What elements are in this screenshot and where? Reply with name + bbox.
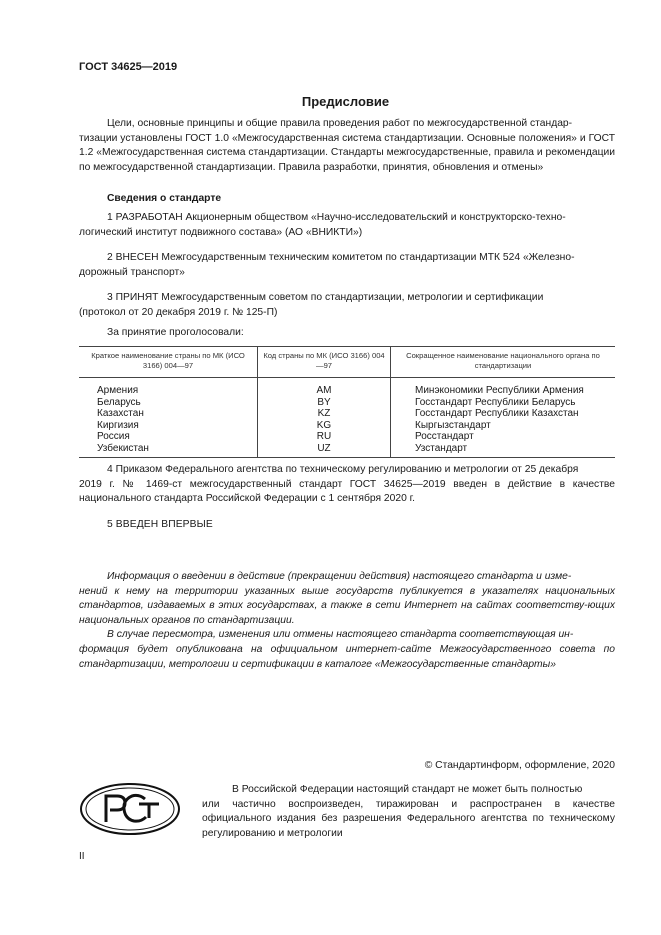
info-block: Информация о введении в действие (прекращении действия) настоящего стандарта и изме- нений к нему на территории указанных выше государств публикуется в указателях национальных стандартов, издаваемых в этих государствах, а также в сети Интернет на сайтах соответству-ющих национальных органов по стандартизации. В случае пересмотра, изменения или отмены настоящего стандарта соответствующая ин- формация будет опубликована на официальном интернет-сайте Межгосударственного совета по стандартизации, метрологии и сертификации в каталоге «Межгосударственные стандарты» bbox=[79, 571, 615, 670]
intro-rest: тизации установлены ГОСТ 1.0 «Межгосударственная система стандартизации. Основные положения» и ГОСТ 1.2 «Межгосударственная система стандартизации. Стандарты межгосударственные, правила и рекомендации по межгосударственной стандартизации. Правила разработки, принятия, обновления и отмены» bbox=[79, 132, 615, 173]
item-developed: 1 РАЗРАБОТАН Акционерным обществом «Научно-исследовательский и конструкторско-техно- логический институт подвижного состава» (АО «ВНИКТИ») bbox=[79, 212, 566, 238]
page-title: Предисловие bbox=[301, 94, 390, 109]
item-first-introduced: 5 ВВЕДЕН ВПЕРВЫЕ bbox=[107, 519, 213, 530]
header-country-name: Краткое наименование страны по МК (ИСО 3166) 004—97 bbox=[79, 347, 258, 378]
table-row bbox=[79, 431, 615, 443]
cell-body: Госстандарт Республики Казахстан bbox=[391, 408, 616, 420]
table-header-row bbox=[79, 347, 615, 378]
page-number: II bbox=[79, 851, 85, 862]
cell-country: Казахстан bbox=[97, 408, 144, 420]
cell-body: Росстандарт bbox=[391, 431, 616, 443]
rst-logo-graphic bbox=[79, 782, 181, 836]
cell-code: KZ bbox=[258, 408, 391, 420]
cell-country: Беларусь bbox=[97, 396, 141, 408]
cell-body: Минэкономики Республики Армения bbox=[391, 378, 616, 397]
item-submitted: 2 ВНЕСЕН Межгосударственным техническим комитетом по стандартизации МТК 524 «Железно- дорожный транспорт» bbox=[79, 252, 575, 278]
cell-country: Узбекистан bbox=[79, 443, 258, 457]
intro-paragraph bbox=[79, 117, 615, 175]
header-country-code: Код страны по МК (ИСО 3166) 004—97 bbox=[258, 347, 391, 378]
cell-country: Киргизия bbox=[97, 419, 139, 431]
table-row bbox=[79, 378, 615, 397]
copyright-notice: © Стандартинформ, оформление, 2020 bbox=[424, 760, 615, 771]
table-row bbox=[79, 420, 615, 432]
header-standards-body: Сокращенное наименование национального органа по стандартизации bbox=[391, 347, 616, 378]
cell-country: Россия bbox=[97, 431, 130, 443]
intro-line-1: Цели, основные принципы и общие правила проведения работ по межгосударственной стандар- bbox=[107, 118, 573, 129]
info-paragraph-1: Информация о введении в действие (прекращении действия) настоящего стандарта и изме- bbox=[107, 571, 572, 582]
cell-country: Армения bbox=[97, 385, 139, 396]
item-adopted: 3 ПРИНЯТ Межгосударственным советом по стандартизации, метрологии и сертификации (протокол от 20 декабря 2019 г. № 125-П) bbox=[79, 292, 544, 318]
cell-code: AM bbox=[258, 378, 391, 397]
cell-body: Кыргызстандарт bbox=[391, 420, 616, 432]
cell-code: KG bbox=[258, 420, 391, 432]
countries-table bbox=[79, 346, 615, 458]
cell-body: Госстандарт Республики Беларусь bbox=[391, 397, 616, 409]
item-order: 4 Приказом Федерального агентства по техническому регулированию и метрологии от 25 декабря 2019 г. № 1469-ст межгосударственный стандарт ГОСТ 34625—2019 введен в действие в качестве национального стандарта Российской Федерации с 1 сентября 2020 г. bbox=[79, 464, 615, 505]
table-row bbox=[79, 397, 615, 409]
table-row bbox=[79, 408, 615, 420]
cell-code: BY bbox=[258, 397, 391, 409]
cell-code: RU bbox=[258, 431, 391, 443]
info-paragraph-2: В случае пересмотра, изменения или отмены настоящего стандарта соответствующая ин- bbox=[107, 629, 574, 641]
rst-logo-icon bbox=[79, 782, 181, 841]
voted-label: За принятие проголосовали: bbox=[107, 327, 244, 338]
section-heading: Сведения о стандарте bbox=[107, 193, 222, 204]
cell-code: UZ bbox=[258, 443, 391, 457]
rights-notice: В Российской Федерации настоящий стандарт не может быть полностью или частично воспроизведен, тиражирован и распространен в качестве официального издания без разрешения Федерального агентства по техническому регулированию и метрологии bbox=[202, 784, 615, 839]
table-row bbox=[79, 443, 615, 457]
document-code: ГОСТ 34625—2019 bbox=[79, 61, 178, 73]
cell-body: Узстандарт bbox=[391, 443, 616, 457]
